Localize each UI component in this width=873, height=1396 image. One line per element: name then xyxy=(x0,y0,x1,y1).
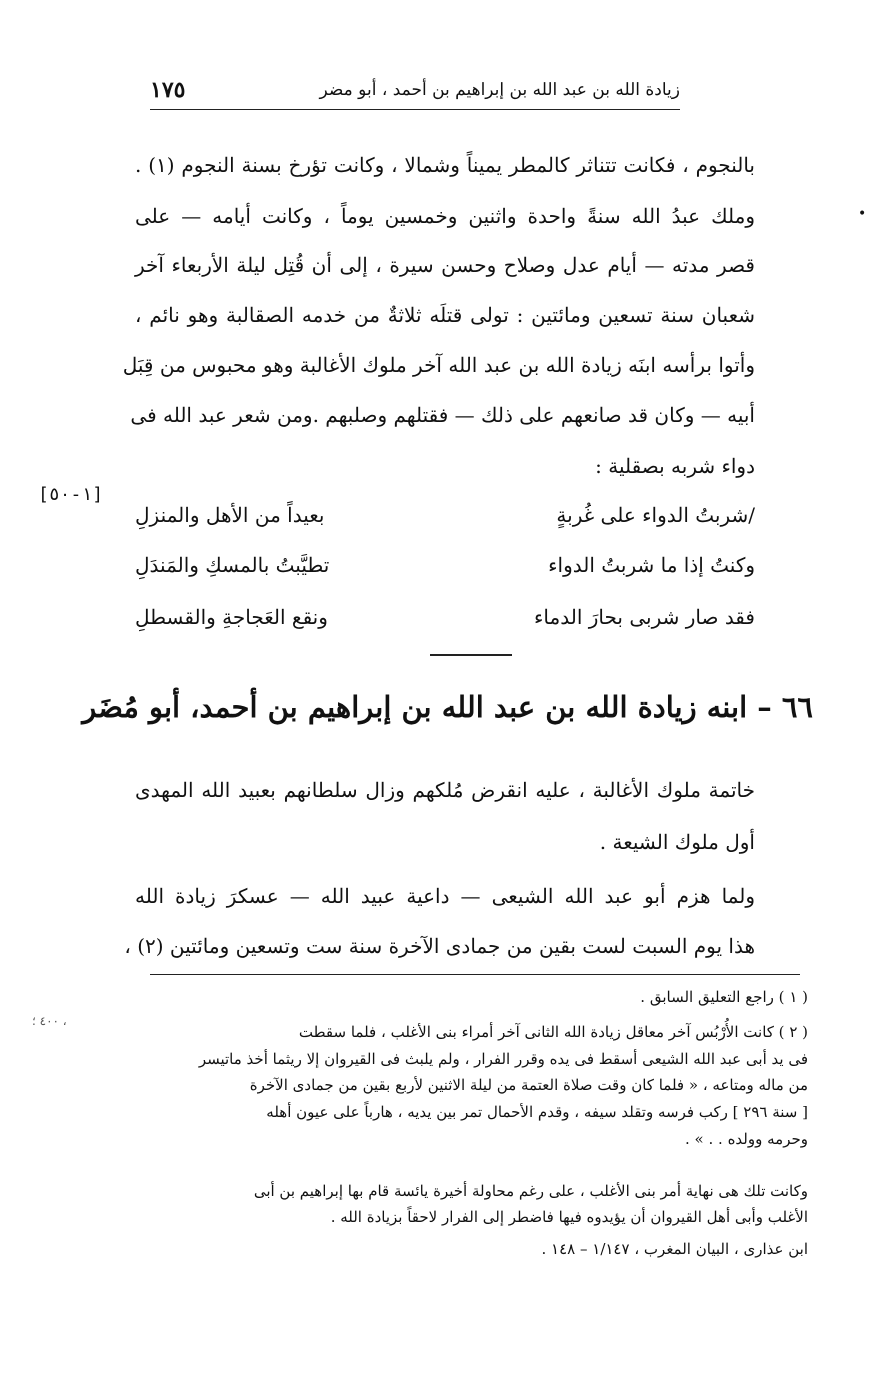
body-line: شعبان سنة تسعين ومائتين : تولى قتلَه ثلاثةٌ من خدمه الصقالبة وهو نائم ، xyxy=(135,303,755,327)
section-divider xyxy=(430,654,512,656)
page-number: ١٧٥ xyxy=(150,77,186,103)
header-rule xyxy=(150,109,680,110)
footnote-line: الأغلب وأبى أهل القيروان أن يؤيدوه فيها فاضطر إلى الفرار لاحقاً بزيادة الله . xyxy=(330,1208,808,1226)
body-line: بالنجوم ، فكانت تتناثر كالمطر يميناً وشمالا ، وكانت تؤرخ بسنة النجوم (١) . xyxy=(135,153,755,177)
body-line: وملك عبدُ الله سنةً واحدة واثنين وخمسين يوماً ، وكانت أيامه — على xyxy=(135,204,755,228)
verse-second-hemistich: ونقع العَجاجةِ والقسطلِ xyxy=(135,605,328,629)
page-header xyxy=(150,72,680,108)
body-line: دواء شربه بصقلية : xyxy=(595,454,755,478)
entry-line: خاتمة ملوك الأغالبة ، عليه انقرض مُلكهم وزال سلطانهم بعبيد الله المهدى xyxy=(135,778,755,802)
entry-line: أول ملوك الشيعة . xyxy=(599,830,755,854)
footnote-line: ( ٢ ) كانت الأُرْبُس آخر معاقل زيادة الله الثانى آخر أمراء بنى الأغلب ، فلما سقطت xyxy=(298,1023,808,1041)
footnote-rule xyxy=(150,974,800,975)
body-line: أبيه — وكان قد صانعهم على ذلك — فقتلهم وصلبهم .ومن شعر عبد الله فى xyxy=(130,403,755,427)
source-reference: [١-٥٠] xyxy=(38,484,104,505)
poem-verse xyxy=(135,495,755,535)
footnote-line: ابن عذارى ، البيان المغرب ، ١/١٤٧ – ١٤٨ . xyxy=(541,1240,808,1258)
poem-verse xyxy=(135,597,755,637)
poem-verse xyxy=(135,545,755,585)
verse-first-hemistich: /شربتُ الدواء على غُربةٍ xyxy=(556,503,755,527)
verse-second-hemistich: تطيَّبتُ بالمسكِ والمَندَلِ xyxy=(135,553,330,577)
margin-marks: ٤٠٠ ؛ ، xyxy=(32,1014,67,1028)
margin-dot: • xyxy=(858,206,867,222)
entry-heading: ٦٦ – ابنه زيادة الله بن عبد الله بن إبراهيم بن أحمد، أبو مُضَر xyxy=(82,690,813,724)
verse-first-hemistich: فقد صار شربى بحارَ الدماء xyxy=(534,605,755,629)
entry-line: هذا يوم السبت لست بقين من جمادى الآخرة سنة ست وتسعين ومائتين (٢) ، xyxy=(124,934,755,958)
body-line: قصر مدته — أيام عدل وصلاح وحسن سيرة ، إلى أن قُتِل ليلة الأربعاء آخر xyxy=(135,253,755,277)
body-line: وأتوا برأسه ابنَه زيادة الله بن عبد الله آخر ملوك الأغالبة وهو محبوس من قِبَل xyxy=(122,353,755,377)
running-title: زيادة الله بن عبد الله بن إبراهيم بن أحمد ، أبو مضر xyxy=(319,80,680,100)
footnote-line: وحرمه وولده . . » . xyxy=(685,1130,808,1148)
footnote-line: وكانت تلك هى نهاية أمر بنى الأغلب ، على رغم محاولة أخيرة يائسة قام بها إبراهيم بن أبى xyxy=(253,1182,808,1200)
verse-second-hemistich: بعيداً من الأهل والمنزلِ xyxy=(135,503,325,527)
verse-first-hemistich: وكنتُ إذا ما شربتُ الدواء xyxy=(548,553,755,577)
footnote-line: [ سنة ٢٩٦ ] ركب فرسه وتقلد سيفه ، وقدم الأحمال تمر بين يديه ، هارباً على عيون أهله xyxy=(266,1103,808,1121)
footnote-line: من ماله ومتاعه ، « فلما كان وقت صلاة العتمة من ليلة الاثنين لأربع بقين من جمادى الآخرة xyxy=(249,1076,808,1094)
footnote-line: ( ١ ) راجع التعليق السابق . xyxy=(640,988,808,1006)
entry-line: ولما هزم أبو عبد الله الشيعى — داعية عبيد الله — عسكرَ زيادة الله xyxy=(135,884,755,908)
footnote-line: فى يد أبى عبد الله الشيعى أسقط فى يده وقرر الفرار ، ولم يلبث فى القيروان إلا ريثما أخذ ماتيسر xyxy=(198,1050,808,1068)
